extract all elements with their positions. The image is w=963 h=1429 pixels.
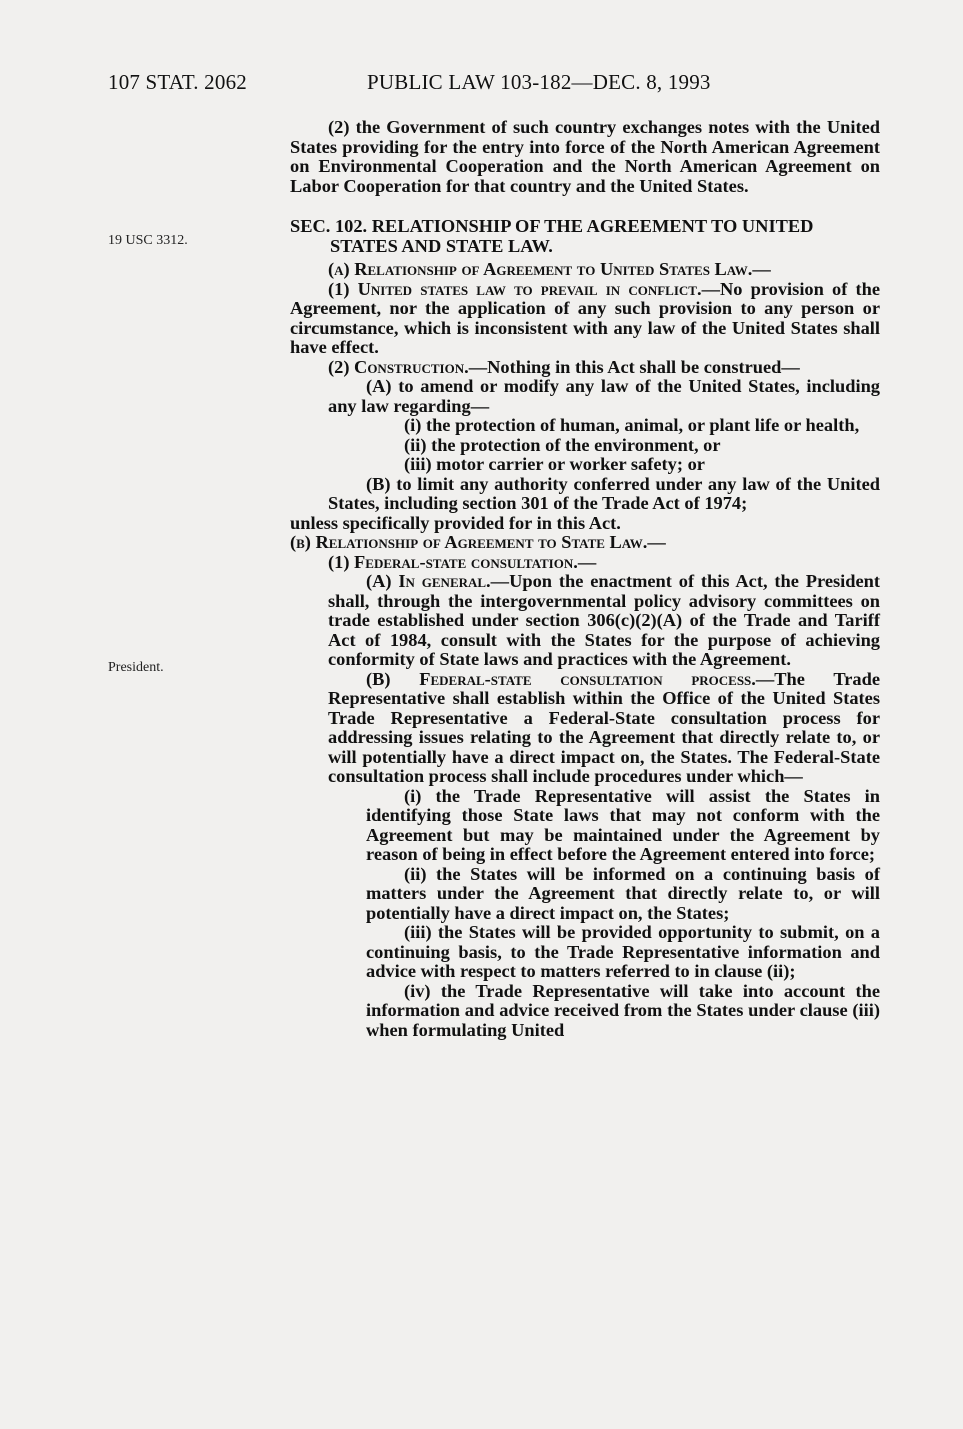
subparagraph-a2B: (B) to limit any authority conferred under any law of the United States, including section 301 of the Trade Act of 1974; — [328, 473, 880, 513]
clause-a2Aii: (ii) the protection of the environment, or — [404, 434, 721, 455]
subparagraph-b1B-heading: (B) Federal-state consultation process. — [366, 668, 756, 689]
margin-note-usc: 19 USC 3312. — [108, 233, 188, 248]
paragraph-a2 — [290, 358, 880, 378]
paragraph-a1-text: —No provision of the Agreement, nor the application of any such provision to any person or circumstance, which is inconsistent with any law of the United States shall have effect. — [290, 278, 880, 357]
paragraph-a2-text: —Nothing in this Act shall be construed— — [468, 356, 800, 377]
public-law-header: PUBLIC LAW 103-182—DEC. 8, 1993 — [367, 70, 711, 94]
clause-b1Bii: (ii) the States will be informed on a continuing basis of matters under the Agreement that directly relate to, or will potentially have a direct impact on, the States; — [366, 863, 880, 923]
paragraph-a2-heading: (2) Construction. — [328, 356, 469, 377]
paragraph-a1-heading: (1) United states law to prevail in conflict. — [328, 278, 702, 299]
unless-clause: unless specifically provided for in this Act. — [290, 512, 621, 533]
subsection-b-heading — [290, 533, 880, 553]
subsection-a-heading — [290, 260, 880, 280]
clause-b1Biii: (iii) the States will be provided opportunity to submit, on a continuing basis, to the Trade Representative information and advice with respect to matters referred to in clause (ii); — [366, 922, 880, 981]
clause-b1Bi: (i) the Trade Representative will assist the States in identifying those State laws that may not conform with the Agreement but may be maintained under the Agreement by reason of being in effect before the Agreement entered into force; — [366, 785, 880, 864]
subparagraph-b1A — [290, 572, 880, 670]
subparagraph-a2A: (A) to amend or modify any law of the United States, including any law regarding— — [328, 376, 880, 416]
clause-a2Ai: (i) the protection of human, animal, or plant life or health, — [404, 415, 860, 435]
paragraph-b1-title: (1) Federal-state consultation.— — [328, 551, 597, 572]
subparagraph-b1B — [290, 670, 880, 787]
paragraph-a1 — [290, 280, 880, 358]
subparagraph-b1A-text: —Upon the enactment of this Act, the President shall, through the intergovernmental policy advisory committees on trade established under section 306(c)(2)(A) of the Trade and Tariff Act of 1984, consult with the States for the purpose of achieving conformity of State laws and practices with the Agreement. — [328, 571, 880, 669]
margin-note-president: President. — [108, 660, 164, 675]
clause-b1Biv: (iv) the Trade Representative will take into account the information and advice received from the States under clause (iii) when formulating United — [366, 980, 880, 1040]
statute-body — [290, 118, 880, 1040]
section-title: RELATIONSHIP OF THE AGREEMENT TO UNITED STATES AND STATE LAW. — [330, 216, 814, 256]
subsection-a-title: (a) Relationship of Agreement to United States Law.— — [328, 259, 771, 279]
subparagraph-b1A-heading: (A) In general. — [366, 571, 491, 591]
clause-a2Aiii: (iii) motor carrier or worker safety; or — [404, 454, 705, 474]
paragraph-2-government-notes: (2) the Government of such country exchanges notes with the United States providing for the entry into force of the North American Agreement on Environmental Cooperation and the North American Agreement on Labor Cooperation for that country and the United States. — [290, 117, 880, 196]
paragraph-b1-heading — [290, 553, 880, 573]
subparagraph-b1B-text: —The Trade Representative shall establish within the Office of the United States Trade Representative a Federal-State consultation process for addressing issues relating to the Agreement that directly relate to, or will potentially have a direct impact on, the States. The Federal-State consultation process shall include procedures under which— — [328, 668, 880, 786]
section-number: SEC. 102. — [290, 216, 368, 236]
section-102-heading — [290, 217, 880, 256]
stat-page-reference: 107 STAT. 2062 — [108, 70, 247, 94]
subsection-b-title: (b) Relationship of Agreement to State Law.— — [290, 532, 666, 552]
